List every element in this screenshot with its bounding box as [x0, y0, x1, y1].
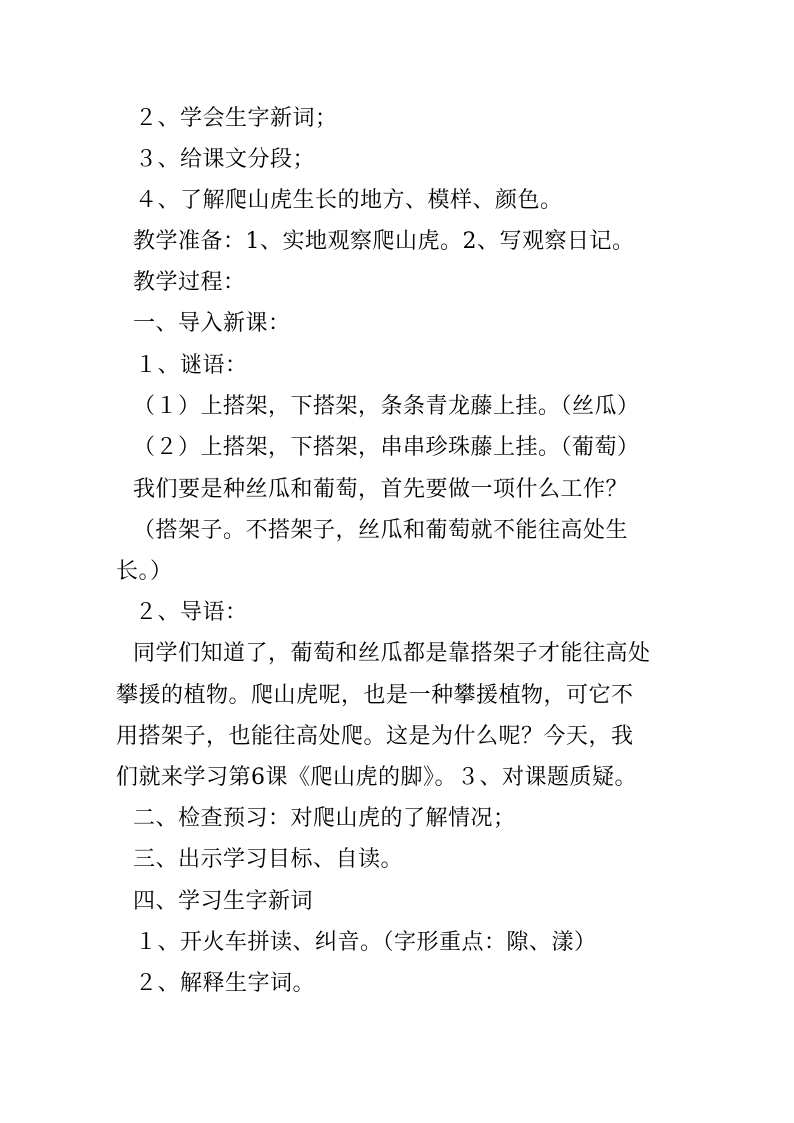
- text-line-3: ４、了解爬山虎生长的地方、模样、颜色。: [135, 188, 563, 213]
- text-line-16: 用搭架子，也能往高处爬。这是为什么呢？今天，我: [116, 724, 634, 749]
- text-line-7: １、谜语：: [135, 353, 248, 378]
- text-line-15: 攀援的植物。爬山虎呢，也是一种攀援植物，可它不: [116, 683, 634, 708]
- text-line-21: １、开火车拼读、纠音。（字形重点：隙、漾）: [135, 930, 597, 955]
- text-line-8: （１）上搭架，下搭架，条条青龙藤上挂。（丝瓜）: [133, 394, 640, 419]
- text-line-17: 们就来学习第6课《爬山虎的脚》。３、对课题质疑。: [116, 765, 637, 790]
- text-line-22: ２、解释生字词。: [135, 971, 316, 996]
- text-line-2: ３、给课文分段；: [135, 147, 316, 172]
- text-line-10: 我们要是种丝瓜和葡萄，首先要做一项什么工作？: [133, 477, 629, 502]
- text-line-19: 三、出示学习目标、自读。: [133, 847, 404, 872]
- text-line-12: 长。）: [116, 559, 173, 584]
- text-line-5: 教学过程：: [133, 270, 246, 295]
- text-line-1: ２、学会生字新词；: [135, 106, 338, 131]
- text-line-4: 教学准备：1、实地观察爬山虎。2、写观察日记。: [133, 229, 635, 254]
- text-line-14: 同学们知道了，葡萄和丝瓜都是靠搭架子才能往高处: [133, 641, 651, 666]
- text-line-6: 一、导入新课：: [133, 311, 291, 336]
- text-line-9: （２）上搭架，下搭架，串串珍珠藤上挂。（葡萄）: [133, 435, 640, 460]
- text-line-20: 四、学习生字新词: [133, 889, 314, 914]
- text-line-18: 二、检查预习：对爬山虎的了解情况；: [133, 806, 516, 831]
- text-line-11: （搭架子。不搭架子，丝瓜和葡萄就不能往高处生: [133, 518, 629, 543]
- text-line-13: ２、导语：: [135, 600, 248, 625]
